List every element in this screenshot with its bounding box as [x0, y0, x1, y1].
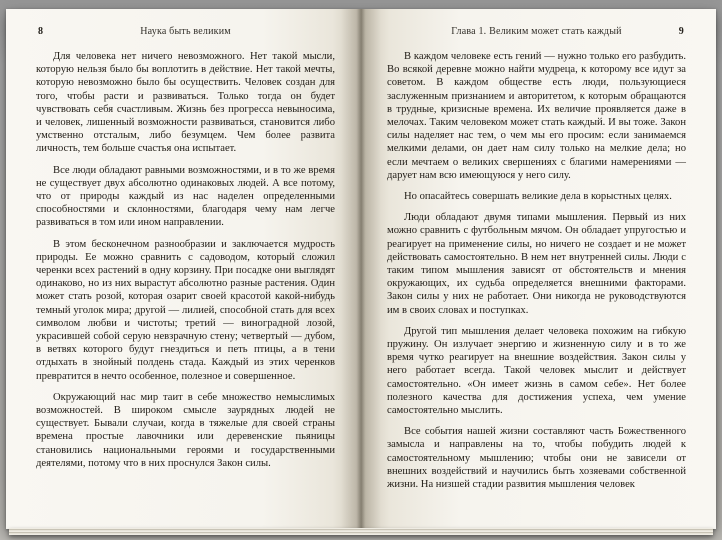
- paragraph: Но опасайтесь совершать великие дела в корыстных целях.: [404, 191, 672, 203]
- paragraph: Все люди обладают равными возможностями, и в то же время не существует двух абсолютно одинаковых людей. А все потому, что от природы каждый из нас наделен определенными способностями и склонностями, благодаря чему нам легче развиваться в том или ином направлении.: [36, 164, 335, 229]
- paragraph: Для человека нет ничего невозможного. Нет такой мысли, которую нельзя было бы воплотить в действие. Нет такой мечты, которую невозможно было бы осуществить. Человек создан для того, чтобы расти и развиваться. Только тогда он будет чувствовать себя счастливым. Жизнь без прогресса невыносима, и человек, лишенный возможности развиваться, становится либо умственно отсталым, либо безумцем. Чем более развита личность, тем больше счастья она испытает.: [36, 51, 335, 155]
- page-right: [361, 9, 716, 529]
- body-text-right: [387, 50, 686, 491]
- paragraph: Другой тип мышления делает человека похожим на гибкую пружину. Он излучает энергию и жизненную силу и в то же время чутко реагирует на внешние воздействия. Закон силы у него работает всегда. Такой человек мыслит и действует самостоятельно. «Он имеет жизнь в самом себе». Нет более полезного качества для достижения успеха, чем умение самостоятельно мыслить.: [387, 325, 686, 417]
- body-text-left: [36, 50, 335, 470]
- running-title-left: Наука быть великим: [140, 26, 231, 37]
- running-head-left: [36, 24, 335, 39]
- page-number-right: 9: [678, 26, 684, 37]
- paragraph: В каждом человеке есть гений — нужно только его разбудить. Во всякой деревне можно найти мудреца, к которому все идут за советом. В каждом обществе есть люди, пользующиеся заслуженным признанием и авторитетом, к которым обращаются в трудные, кризисные времена. Их величие проявляется даже в мелочах. Таким человеком может стать каждый. И вы тоже. Закон силы наделяет нас тем, о чем мы его просим: если занимаемся мелкими делами, он дает нам силу только на мелкие дела; но если мечтаем о великих свершениях с благими намерениями — дарует нам всю имеющуюся у него силу.: [387, 51, 686, 181]
- paragraph: Окружающий нас мир таит в себе множество немыслимых возможностей. В широком смысле заурядных людей не существует. Бывали случаи, когда в тяжелые для своей страны времена простые лавочники или деревенские пьяницы становились национальными героями и государственными деятелями, потому что в них проснулся Закон силы.: [36, 391, 335, 469]
- paragraph: В этом бесконечном разнообразии и заключается мудрость природы. Ее можно сравнить с садоводом, который сложил черенки всех растений в одну корзину. При посадке они выглядят одинаково, но из них вырастут абсолютно разные растения. Один может стать розой, которая озарит своей красотой какой-нибудь темный уголок мира; другой — лилией, способной стать для всех символом любви и чистоты; третий — виноградной лозой, украсившей собой серую невзрачную стену; четвертый — дубом, в ветвях которого будут гнездиться и петь птицы, а в тени отдыхать в знойный полдень стада. Каждый из этих черенков превратится в нечто особенное, полезное и совершенное.: [36, 238, 335, 382]
- paragraph: Люди обладают двумя типами мышления. Первый из них можно сравнить с футбольным мячом. Он обладает упругостью и реагирует на применение силы, но ничего не создает и не может действовать самостоятельно. В нем нет внутренней силы. Люди с таким типом мышления зависят от обстоятельств и мнения окружающих, их судьба определяется внешними факторами. Закон силы у них не работает. Они никогда не руководствуются им в своих словах и поступках.: [387, 212, 686, 316]
- running-head-right: [387, 24, 686, 39]
- paragraph: Все события нашей жизни составляют часть Божественного замысла и направлены на то, чтобы побудить людей к самостоятельному мышлению; чтобы они не зависели от внешних воздействий и научились быть хозяевами собственной жизни. На низшей стадии развития мышления человек: [387, 426, 686, 491]
- running-title-right: Глава 1. Великим может стать каждый: [451, 26, 622, 37]
- book-spread: [6, 9, 716, 529]
- page-number-left: 8: [38, 26, 44, 37]
- page-left: [6, 9, 361, 529]
